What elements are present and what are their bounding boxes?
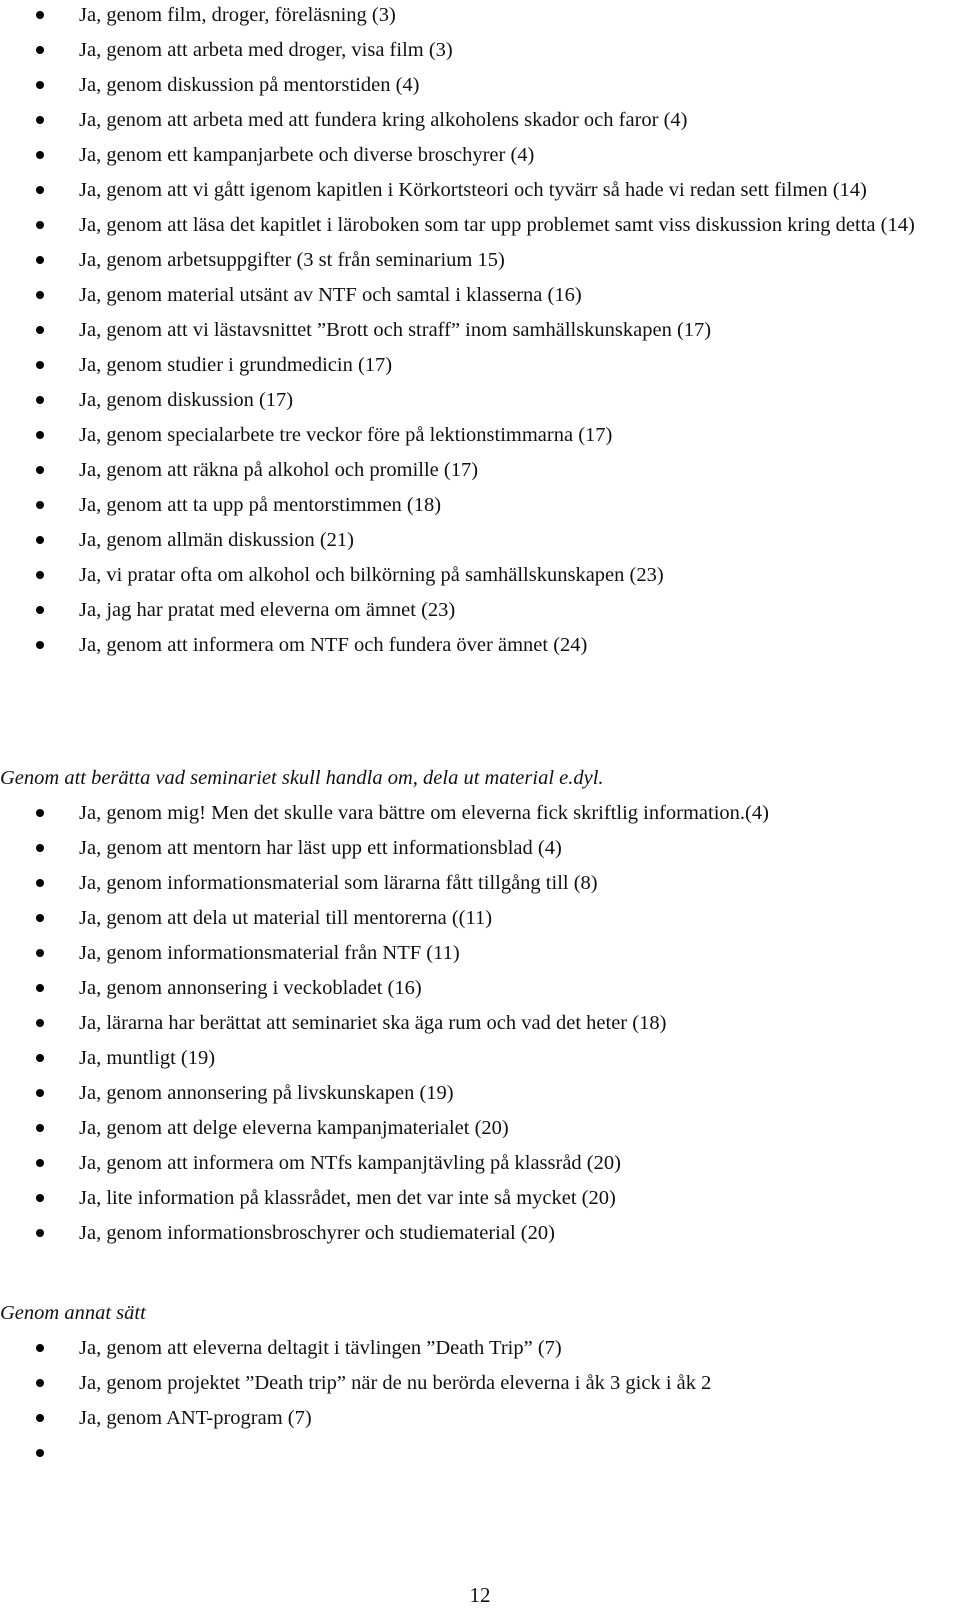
bullet-icon [36,186,44,194]
bullet-icon [36,466,44,474]
list-item-text: Ja, genom att informera om NTfs kampanjtävling på klassråd (20) [79,1152,621,1174]
bullet-icon [36,914,44,922]
list-item-text: Ja, genom projektet ”Death trip” när de nu berörda eleverna i åk 3 gick i åk 2 [79,1372,712,1394]
list-item [0,455,960,485]
list-item-text: Ja, genom diskussion (17) [79,389,294,411]
bullet-icon [36,291,44,299]
bullet-icon [36,606,44,614]
list-item-text: Ja, jag har pratat med eleverna om ämnet (23) [79,599,456,621]
list-item [0,1078,960,1108]
list-item [0,595,960,625]
list-item-text: Ja, genom att dela ut material till mentorerna ((11) [79,907,493,929]
response-list-general [0,0,960,665]
list-item [0,903,960,933]
list-item [0,140,960,170]
list-item [0,525,960,555]
bullet-icon [36,46,44,54]
list-item-text: Ja, genom allmän diskussion (21) [79,529,355,551]
list-item [0,420,960,450]
list-item [0,105,960,135]
list-item-text: Ja, genom att arbeta med att fundera kring alkoholens skador och faror (4) [79,109,688,131]
bullet-icon [36,879,44,887]
list-item [0,868,960,898]
list-item [0,175,960,205]
bullet-icon [36,844,44,852]
list-item [0,0,960,30]
bullet-icon [36,221,44,229]
response-list-other [0,1333,960,1438]
list-item-text: Ja, genom studier i grundmedicin (17) [79,354,393,376]
page-number: 12 [469,1583,491,1607]
list-item-text: Ja, lärarna har berättat att seminariet ska äga rum och vad det heter (18) [79,1012,667,1034]
bullet-icon [36,361,44,369]
list-item-text: Ja, genom att vi lästavsnittet ”Brott och straff” inom samhällskunskapen (17) [79,319,712,341]
list-item-text: Ja, genom att delge eleverna kampanjmaterialet (20) [79,1117,509,1139]
list-item-text: Ja, genom att räkna på alkohol och promille (17) [79,459,479,481]
list-item [0,315,960,345]
bullet-icon [36,11,44,19]
list-item [0,973,960,1003]
section-heading-information: Genom att berätta vad seminariet skull handla om, dela ut material e.dyl. [0,767,604,789]
bullet-icon [36,641,44,649]
bullet-icon [36,501,44,509]
list-item-text: Ja, muntligt (19) [79,1047,216,1069]
list-item [0,1218,960,1248]
list-item [0,798,960,828]
bullet-icon [36,326,44,334]
bullet-icon [36,1414,44,1422]
list-item-text: Ja, genom annonsering i veckobladet (16) [79,977,422,999]
list-item-text: Ja, genom ett kampanjarbete och diverse broschyrer (4) [79,144,535,166]
list-item-text: Ja, genom att vi gått igenom kapitlen i Körkortsteori och tyvärr så hade vi redan sett filmen (14) [79,179,867,201]
bullet-icon [36,536,44,544]
list-item [0,490,960,520]
list-item [0,245,960,275]
list-item [0,630,960,660]
list-item [0,1008,960,1038]
bullet-icon [36,256,44,264]
list-item [0,385,960,415]
list-item-text: Ja, genom diskussion på mentorstiden (4) [79,74,420,96]
bullet-icon [36,1194,44,1202]
list-item-text: Ja, genom att arbeta med droger, visa film (3) [79,39,453,61]
list-item [0,938,960,968]
bullet-icon [36,984,44,992]
bullet-icon [36,1379,44,1387]
bullet-icon [36,1159,44,1167]
list-item [0,1148,960,1178]
list-item-text: Ja, genom informationsmaterial från NTF (11) [79,942,460,964]
bullet-icon [36,1124,44,1132]
list-item-text: Ja, genom att ta upp på mentorstimmen (18) [79,494,442,516]
list-item [0,70,960,100]
bullet-icon [36,396,44,404]
list-item [0,1113,960,1143]
list-item [0,1333,960,1363]
list-item [0,350,960,380]
list-item-text: Ja, genom att informera om NTF och fundera över ämnet (24) [79,634,588,656]
list-item-text: Ja, genom att läsa det kapitlet i läroboken som tar upp problemet samt viss diskussion kring detta (14) [79,214,915,236]
bullet-icon [36,1054,44,1062]
bullet-icon [36,1019,44,1027]
list-item [0,1368,960,1398]
bullet-icon [36,1449,44,1457]
list-item-text: Ja, genom informationsbroschyrer och studiematerial (20) [79,1222,555,1244]
bullet-icon [36,81,44,89]
list-item [0,1043,960,1073]
list-item-text: Ja, genom specialarbete tre veckor före på lektionstimmarna (17) [79,424,613,446]
list-item [0,1403,960,1433]
bullet-icon [36,1344,44,1352]
list-item [0,560,960,590]
list-item [0,35,960,65]
list-item-text: Ja, genom film, droger, föreläsning (3) [79,4,396,26]
list-item-text: Ja, genom att mentorn har läst upp ett informationsblad (4) [79,837,562,859]
list-item-text: Ja, genom arbetsuppgifter (3 st från seminarium 15) [79,249,505,271]
bullet-icon [36,949,44,957]
bullet-icon [36,431,44,439]
list-item-text: Ja, lite information på klassrådet, men det var inte så mycket (20) [79,1187,616,1209]
bullet-icon [36,151,44,159]
response-list-information [0,798,960,1253]
list-item [0,1183,960,1213]
bullet-icon [36,1229,44,1237]
list-item [0,280,960,310]
list-item [0,210,960,240]
bullet-icon [36,809,44,817]
list-item-text: Ja, vi pratar ofta om alkohol och bilkörning på samhällskunskapen (23) [79,564,664,586]
list-item-text: Ja, genom att eleverna deltagit i tävlingen ”Death Trip” (7) [79,1337,562,1359]
list-item-text: Ja, genom annonsering på livskunskapen (19) [79,1082,454,1104]
bullet-icon [36,1089,44,1097]
list-item-text: Ja, genom ANT-program (7) [79,1407,312,1429]
list-item-text: Ja, genom mig! Men det skulle vara bättre om eleverna fick skriftlig information.(4) [79,802,769,824]
section-heading-other: Genom annat sätt [0,1302,146,1324]
bullet-icon [36,571,44,579]
bullet-icon [36,116,44,124]
list-item-text: Ja, genom material utsänt av NTF och samtal i klasserna (16) [79,284,582,306]
list-item [0,833,960,863]
list-item-text: Ja, genom informationsmaterial som lärarna fått tillgång till (8) [79,872,598,894]
